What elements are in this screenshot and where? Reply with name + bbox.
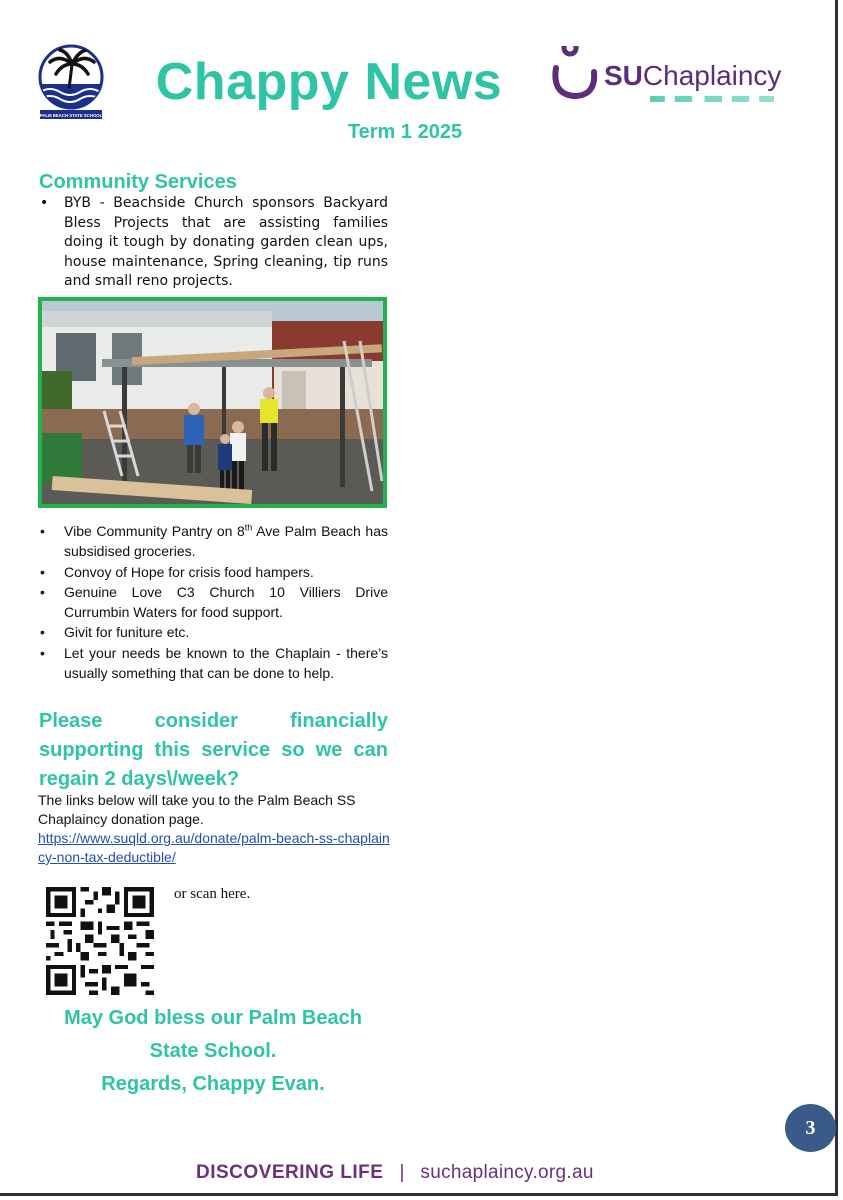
- su-chaplaincy-wordmark: [604, 60, 781, 92]
- community-photo: [38, 297, 387, 508]
- page-number-badge: 3: [785, 1104, 836, 1152]
- pantry-suffix: Ave Palm Beach has subsidised groceries.: [64, 523, 388, 560]
- closing-line-1: May God bless our Palm Beach State School.: [64, 1007, 362, 1062]
- brand-suffix: Chaplaincy: [642, 60, 782, 91]
- list-item: • BYB - Beachside Church sponsors Backyard Bless Projects that are assisting families doing it tough by donating garden clean ups, house maintenance, Spring cleaning, tip runs and small reno projects.: [38, 194, 388, 292]
- school-logo-text: PALM BEACH STATE SCHOOL: [39, 113, 103, 118]
- qr-code-icon[interactable]: [46, 887, 154, 995]
- donation-appeal: Please consider financially supporting this service so we can regain 2 days\/week?: [39, 710, 388, 790]
- pantry-sup: th: [244, 522, 253, 533]
- page-title: Chappy News: [155, 53, 503, 111]
- page-subtitle: Term 1 2025: [347, 121, 463, 143]
- list-item: • Let your needs be known to the Chaplain - there’s usually something that can be done to help.: [38, 643, 388, 684]
- scan-instruction: or scan here.: [174, 886, 251, 902]
- list-item: • Givit for funiture etc.: [38, 622, 388, 642]
- donation-link[interactable]: https://www.suqld.org.au/donate/palm-beach-ss-chaplaincy-non-tax-deductible/: [38, 830, 390, 865]
- section-heading-community: Community Services: [39, 171, 237, 193]
- backyard-project-image: [42, 301, 383, 504]
- pantry-prefix: Vibe Community Pantry on 8: [64, 523, 245, 539]
- list-item: [38, 521, 388, 562]
- closing-message: [38, 1002, 388, 1101]
- community-list-intro: [38, 194, 388, 292]
- footer-tagline: DISCOVERING LIFE: [196, 1162, 384, 1183]
- footer: [196, 1162, 636, 1184]
- closing-signoff: Regards, Chappy Evan.: [101, 1073, 325, 1095]
- footer-site-link[interactable]: suchaplaincy.org.au: [420, 1162, 594, 1183]
- brand-prefix: SU: [604, 60, 643, 91]
- donation-links-intro: The links below will take you to the Palm Beach SS Chaplaincy donation page.: [38, 792, 356, 827]
- school-logo-icon: [38, 44, 104, 120]
- list-item: • Convoy of Hope for crisis food hampers.: [38, 562, 388, 582]
- footer-separator: |: [399, 1162, 405, 1183]
- list-item: • Genuine Love C3 Church 10 Villiers Drive Currumbin Waters for food support.: [38, 582, 388, 623]
- community-list-more: [38, 521, 388, 683]
